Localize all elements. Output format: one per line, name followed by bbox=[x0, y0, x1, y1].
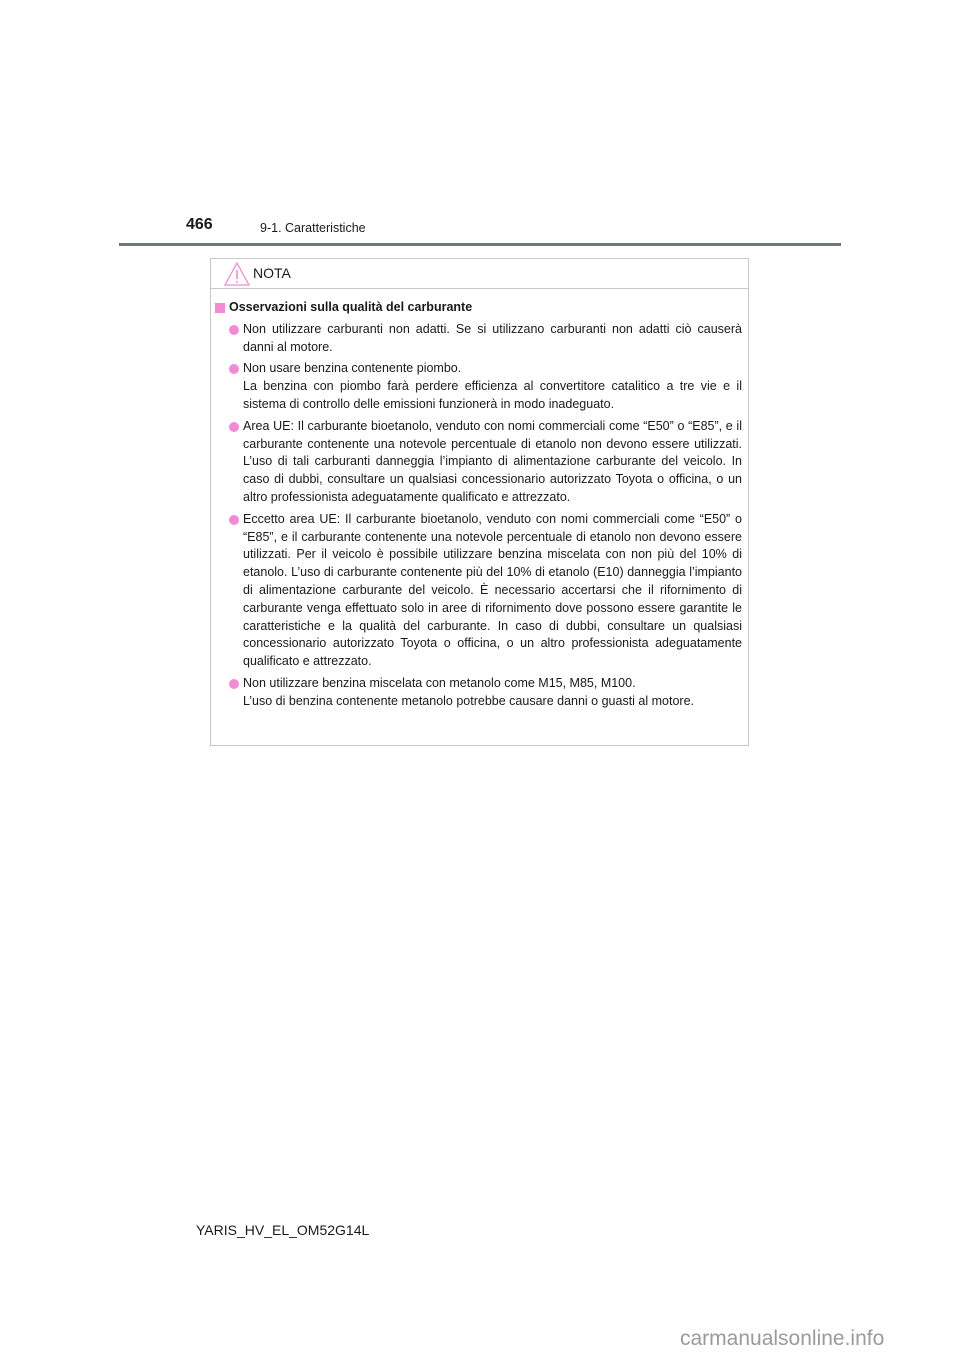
notice-box bbox=[210, 258, 749, 746]
list-item bbox=[211, 418, 748, 507]
circle-bullet-icon bbox=[229, 325, 239, 335]
circle-bullet-icon bbox=[229, 364, 239, 374]
notice-heading bbox=[211, 299, 748, 317]
header-rule bbox=[119, 243, 841, 246]
item-text: Non usare benzina contenente piombo. bbox=[243, 361, 462, 376]
item-text: L’uso di benzina contenente metanolo potrebbe causare danni o guasti al motore. bbox=[243, 693, 695, 708]
warning-icon bbox=[224, 262, 250, 286]
list-item bbox=[211, 675, 748, 711]
watermark: carmanualsonline.info bbox=[680, 1327, 885, 1350]
circle-bullet-icon bbox=[229, 679, 239, 689]
notice-content bbox=[211, 299, 748, 715]
item-text: Non utilizzare carburanti non adatti. Se si utilizzano carburanti non adatti ciò causerà danni al motore. bbox=[243, 321, 742, 354]
square-bullet-icon bbox=[215, 303, 225, 313]
circle-bullet-icon bbox=[229, 515, 239, 525]
item-text: Area UE: Il carburante bioetanolo, venduto con nomi commerciali come “E50” o “E85”, e il carburante contenente una notevole percentuale di etanolo non devono essere utilizzati. L’uso di tali carburanti danneggia l’impianto di alimentazione carburante del veicolo. In caso di dubbi, consultare un qualsiasi concessionario autorizzato Toyota o officina, o un altro professionista adeguatamente qualificato e attrezzato. bbox=[243, 418, 742, 504]
list-item bbox=[211, 360, 748, 413]
section-title: 9-1. Caratteristiche bbox=[260, 221, 366, 235]
document-code: YARIS_HV_EL_OM52G14L bbox=[196, 1222, 370, 1238]
list-item bbox=[211, 321, 748, 357]
item-text: Eccetto area UE: Il carburante bioetanolo, venduto con nomi commerciali come “E50” o “E85”, e il carburante contenente una notevole percentuale di etanolo non devono essere utilizzati. Per il veicolo è possibile utilizzare benzina miscelata con non più del 10% di etanolo. L’uso di carburante contenente più del 10% di etanolo (E10) danneggia l’impianto di alimentazione carburante del veicolo. È necessario accertarsi che il rifornimento di carburante venga effettuato solo in aree di rifornimento dove possono essere garantite le caratteristiche e la qualità del carburante. In caso di dubbi, consultare un qualsiasi concessionario autorizzato Toyota o officina, o un altro professionista adeguatamente qualificato e attrezzato. bbox=[243, 511, 742, 669]
item-text: La benzina con piombo farà perdere efficienza al convertitore catalitico a tre vie e il sistema di controllo delle emissioni funzionerà in modo inadeguato. bbox=[243, 379, 742, 411]
list-item bbox=[211, 511, 748, 671]
notice-label: NOTA bbox=[253, 265, 291, 281]
page-number: 466 bbox=[186, 216, 213, 233]
circle-bullet-icon bbox=[229, 422, 239, 432]
item-text: Non utilizzare benzina miscelata con metanolo come M15, M85, M100. bbox=[243, 675, 636, 690]
heading-text: Osservazioni sulla qualità del carburante bbox=[229, 300, 473, 314]
notice-header bbox=[211, 259, 748, 289]
